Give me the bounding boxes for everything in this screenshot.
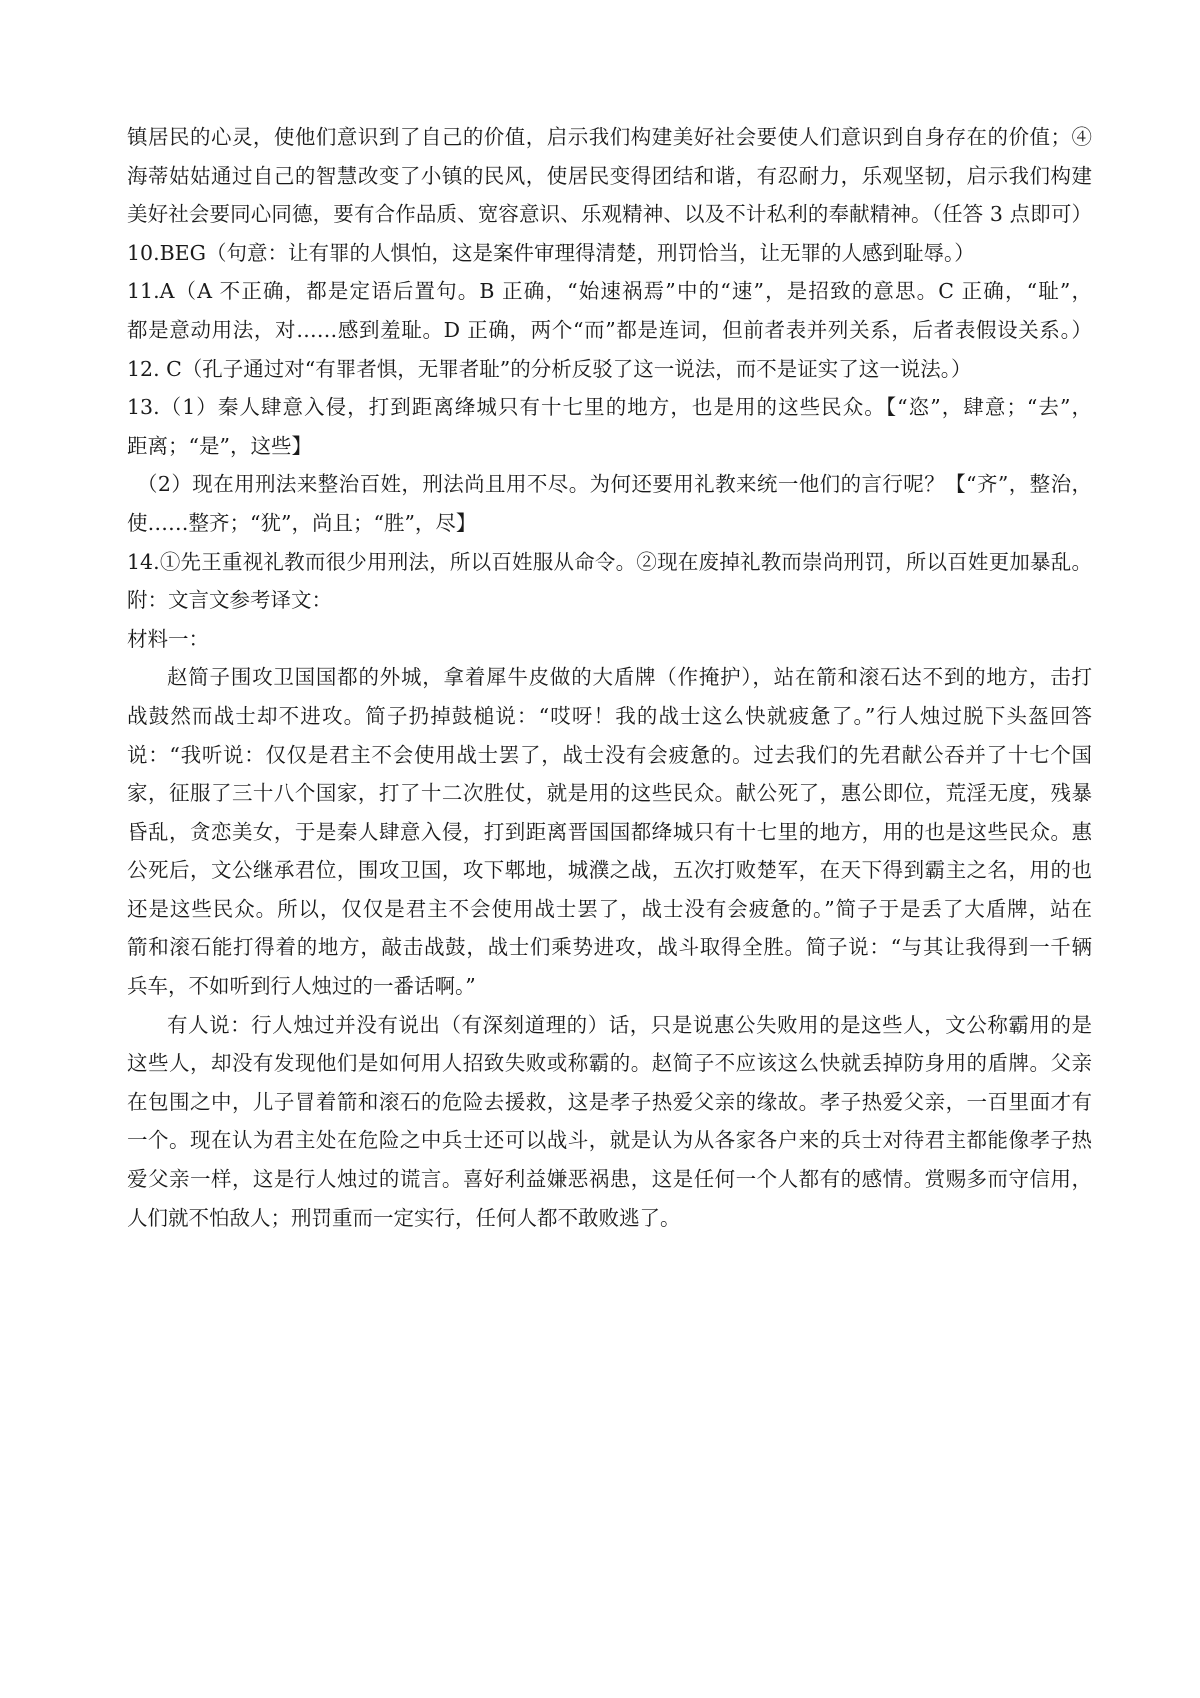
answer-12: 12. C（孔子通过对“有罪者惧，无罪者耻”的分析反驳了这一说法，而不是证实了这一说法。） bbox=[127, 356, 972, 381]
paragraph-1-line-2: 战鼓然而战士却不进攻。简子扔掉鼓槌说：“哎呀！我的战士这么快就疲惫了。”行人烛过脱下头盔回答 bbox=[127, 703, 1092, 728]
appendix-title: 附：文言文参考译文： bbox=[127, 588, 332, 613]
answer-11-line-2: 都是意动用法，对……感到羞耻。D 正确，两个“而”都是连词，但前者表并列关系，后者表假设关系。） bbox=[127, 317, 1092, 342]
answer-13-line-1: 13.（1）秦人肆意入侵，打到距离绛城只有十七里的地方，也是用的这些民众。【“恣”，肆意；“去”， bbox=[127, 395, 1092, 420]
paragraph-1-line-1: 赵简子围攻卫国国都的外城，拿着犀牛皮做的大盾牌（作掩护），站在箭和滚石达不到的地方，击打 bbox=[167, 665, 1092, 690]
paragraph-1-line-3: 说：“我听说：仅仅是君主不会使用战士罢了，战士没有会疲惫的。过去我们的先君献公吞并了十七个国 bbox=[127, 742, 1092, 767]
paragraph-2-line-5: 爱父亲一样，这是行人烛过的谎言。喜好利益嫌恶祸患，这是任何一个人都有的感情。赏赐多而守信用， bbox=[127, 1167, 1092, 1192]
answer-9-line-3: 美好社会要同心同德，要有合作品质、宽容意识、乐观精神、以及不计私利的奉献精神。（任答 3 点即可） bbox=[127, 202, 1092, 227]
paragraph-1-line-7: 还是这些民众。所以，仅仅是君主不会使用战士罢了，战士没有会疲惫的。”简子于是丢了大盾牌，站在 bbox=[127, 896, 1092, 921]
paragraph-2-line-4: 一个。现在认为君主处在危险之中兵士还可以战斗，就是认为从各家各户来的兵士对待君主都能像孝子热 bbox=[127, 1128, 1092, 1153]
paragraph-1-line-5: 昏乱，贪恋美女，于是秦人肆意入侵，打到距离晋国国都绛城只有十七里的地方，用的也是这些民众。惠 bbox=[127, 819, 1092, 844]
paragraph-2-line-1: 有人说：行人烛过并没有说出（有深刻道理的）话，只是说惠公失败用的是这些人，文公称霸用的是 bbox=[167, 1012, 1092, 1037]
paragraph-1-line-4: 家，征服了三十八个国家，打了十二次胜仗，就是用的这些民众。献公死了，惠公即位，荒淫无度，残暴 bbox=[127, 781, 1092, 806]
paragraph-1-line-8: 箭和滚石能打得着的地方，敲击战鼓，战士们乘势进攻，战斗取得全胜。简子说：“与其让我得到一千辆 bbox=[127, 935, 1092, 960]
document-page bbox=[127, 118, 1092, 1237]
paragraph-1-line-9: 兵车，不如听到行人烛过的一番话啊。” bbox=[127, 974, 476, 999]
paragraph-2-line-2: 这些人，却没有发现他们是如何用人招致失败或称霸的。赵简子不应该这么快就丢掉防身用的盾牌。父亲 bbox=[127, 1051, 1092, 1076]
answer-14: 14.①先王重视礼教而很少用刑法，所以百姓服从命令。②现在废掉礼教而崇尚刑罚，所以百姓更加暴乱。 bbox=[127, 549, 1092, 574]
answer-11-line-1: 11.A（A 不正确，都是定语后置句。B 正确，“始速祸焉”中的“速”，是招致的意思。C 正确，“耻”， bbox=[127, 279, 1092, 304]
material-one-label: 材料一： bbox=[127, 626, 209, 651]
answer-13-line-3: （2）现在用刑法来整治百姓，刑法尚且用不尽。为何还要用礼教来统一他们的言行呢？【“齐”，整治， bbox=[137, 472, 1092, 497]
answer-13-line-4: 使……整齐；“犹”，尚且；“胜”，尽】 bbox=[127, 510, 477, 535]
paragraph-2-line-6: 人们就不怕敌人；刑罚重而一定实行，任何人都不敢败逃了。 bbox=[127, 1205, 681, 1230]
answer-9-line-1: 镇居民的心灵，使他们意识到了自己的价值，启示我们构建美好社会要使人们意识到自身存在的价值；④ bbox=[127, 125, 1092, 149]
paragraph-1-line-6: 公死后，文公继承君位，围攻卫国，攻下郫地，城濮之战，五次打败楚军，在天下得到霸主之名，用的也 bbox=[127, 858, 1092, 883]
answer-13-line-2: 距离；“是”，这些】 bbox=[127, 433, 312, 458]
answer-10: 10.BEG（句意：让有罪的人惧怕，这是案件审理得清楚，刑罚恰当，让无罪的人感到耻辱。） bbox=[127, 240, 975, 265]
paragraph-2-line-3: 在包围之中，儿子冒着箭和滚石的危险去援救，这是孝子热爱父亲的缘故。孝子热爱父亲，一百里面才有 bbox=[127, 1089, 1092, 1114]
answer-9-line-2: 海蒂姑姑通过自己的智慧改变了小镇的民风，使居民变得团结和谐，有忍耐力，乐观坚韧，启示我们构建 bbox=[127, 163, 1092, 188]
